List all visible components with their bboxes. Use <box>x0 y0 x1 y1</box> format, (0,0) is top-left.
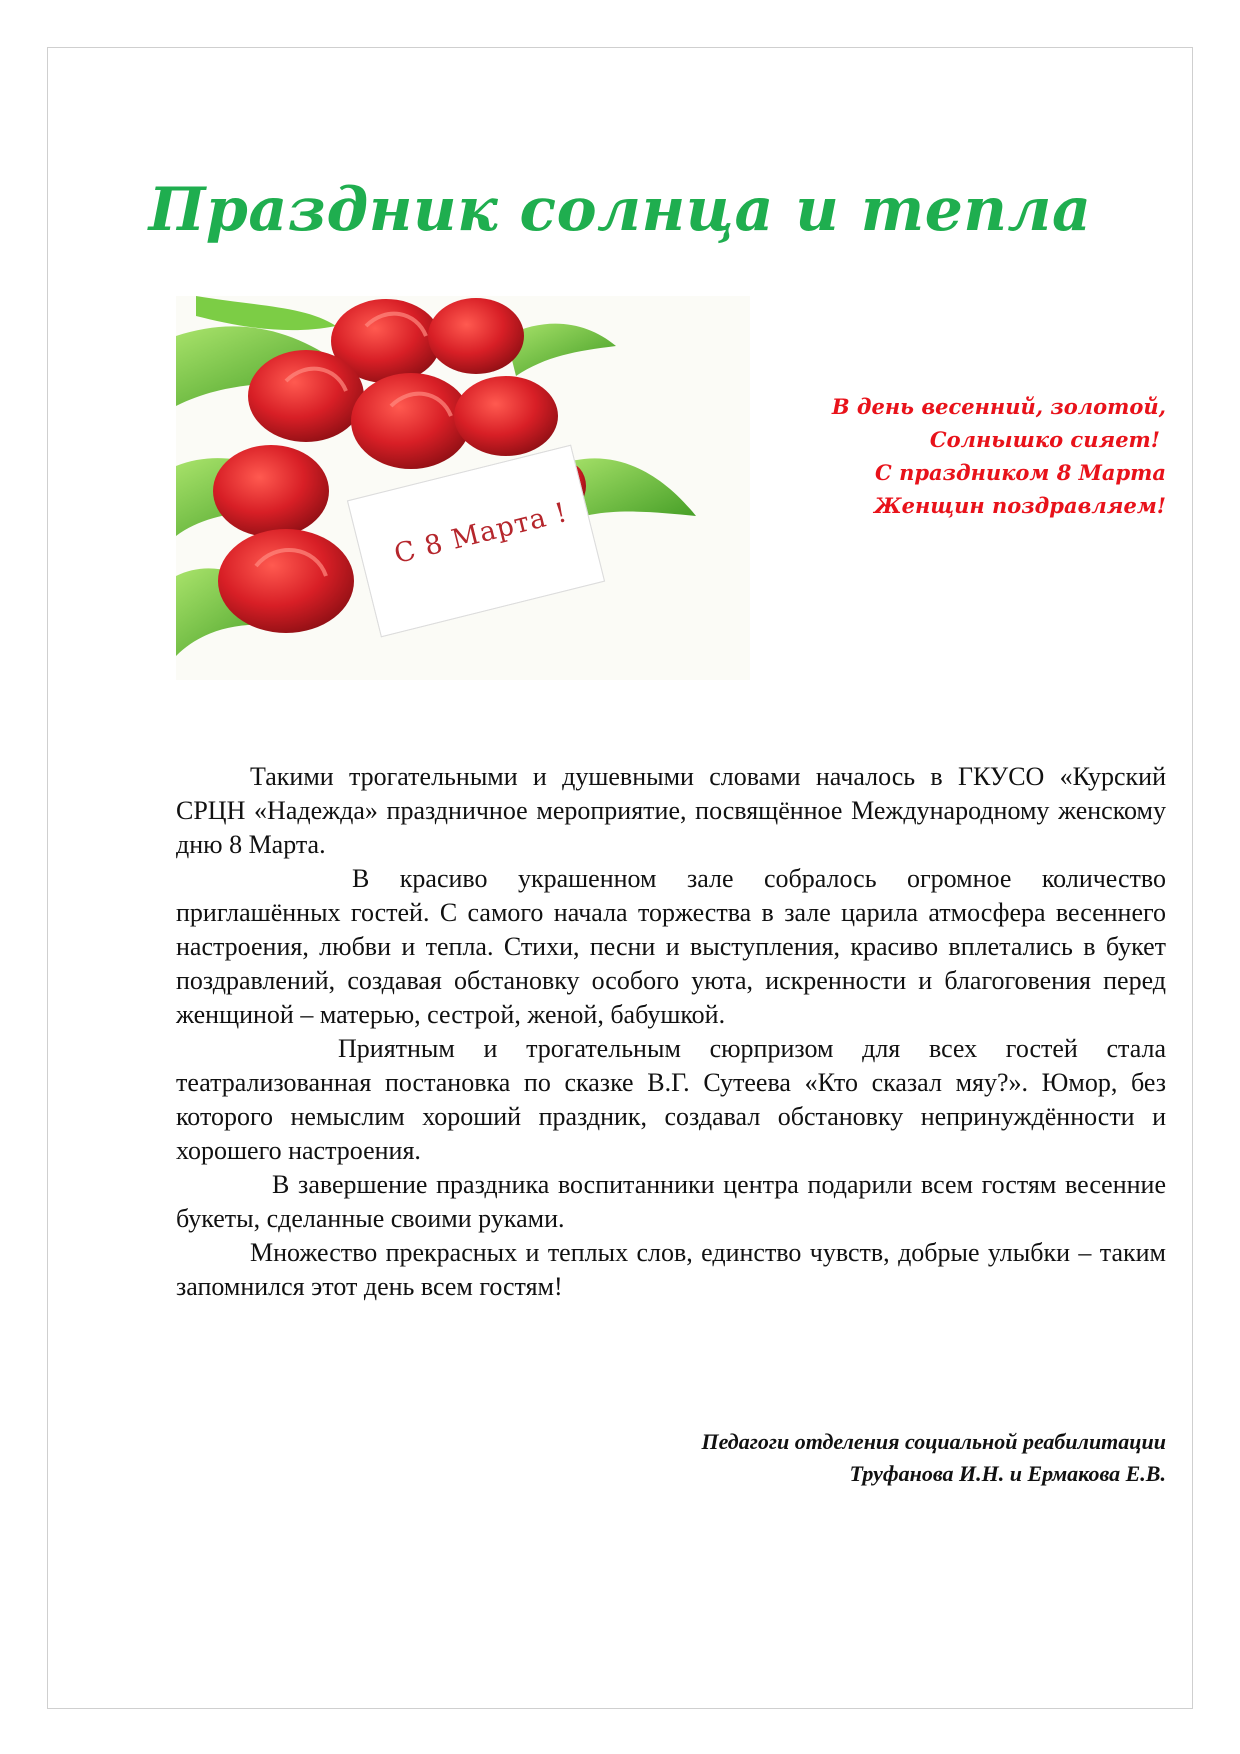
page-title: Праздник солнца и тепла <box>148 175 1092 245</box>
signature-line-1: Педагоги отделения социальной реабилитации <box>701 1429 1166 1454</box>
tulips-bouquet-photo-icon <box>176 296 750 680</box>
paragraph: Такими трогательными и душевными словами началось в ГКУСО «Курский СРЦН «Надежда» праздничное мероприятие, посвящённое Международному женскому дню 8 Марта. <box>176 762 1166 859</box>
tulips-image <box>176 296 750 680</box>
paragraph: Приятным и трогательным сюрпризом для всех гостей стала театрализованная постановка по сказке В.Г. Сутеева «Кто сказал мяу?». Юмор, без которого немыслим хороший праздник, создавал обстановку непринуждённости и хорошего настроения. <box>176 1034 1166 1165</box>
poem-line: Солнышко сияет! <box>929 427 1160 452</box>
poem-line: Женщин поздравляем! <box>874 493 1166 518</box>
signature <box>500 1426 1166 1490</box>
poem-line: С праздником 8 Марта <box>875 460 1166 485</box>
paragraph: Множество прекрасных и теплых слов, единство чувств, добрые улыбки – таким запомнился этот день всем гостям! <box>176 1238 1166 1301</box>
poem <box>780 390 1166 522</box>
card-text: С 8 Марта ! <box>391 496 571 571</box>
paragraph: В завершение праздника воспитанники центра подарили всем гостям весенние букеты, сделанные своими руками. <box>176 1170 1166 1233</box>
article-body <box>176 760 1166 1304</box>
poem-line: В день весенний, золотой, <box>831 394 1166 419</box>
signature-line-2: Труфанова И.Н. и Ермакова Е.В. <box>849 1461 1166 1486</box>
paragraph: В красиво украшенном зале собралось огромное количество приглашённых гостей. С самого начала торжества в зале царила атмосфера весеннего настроения, любви и тепла. Стихи, песни и выступления, красиво вплетались в букет поздравлений, создавая обстановку особого уюта, искренности и благоговения перед женщиной – матерью, сестрой, женой, бабушкой. <box>176 864 1166 1029</box>
